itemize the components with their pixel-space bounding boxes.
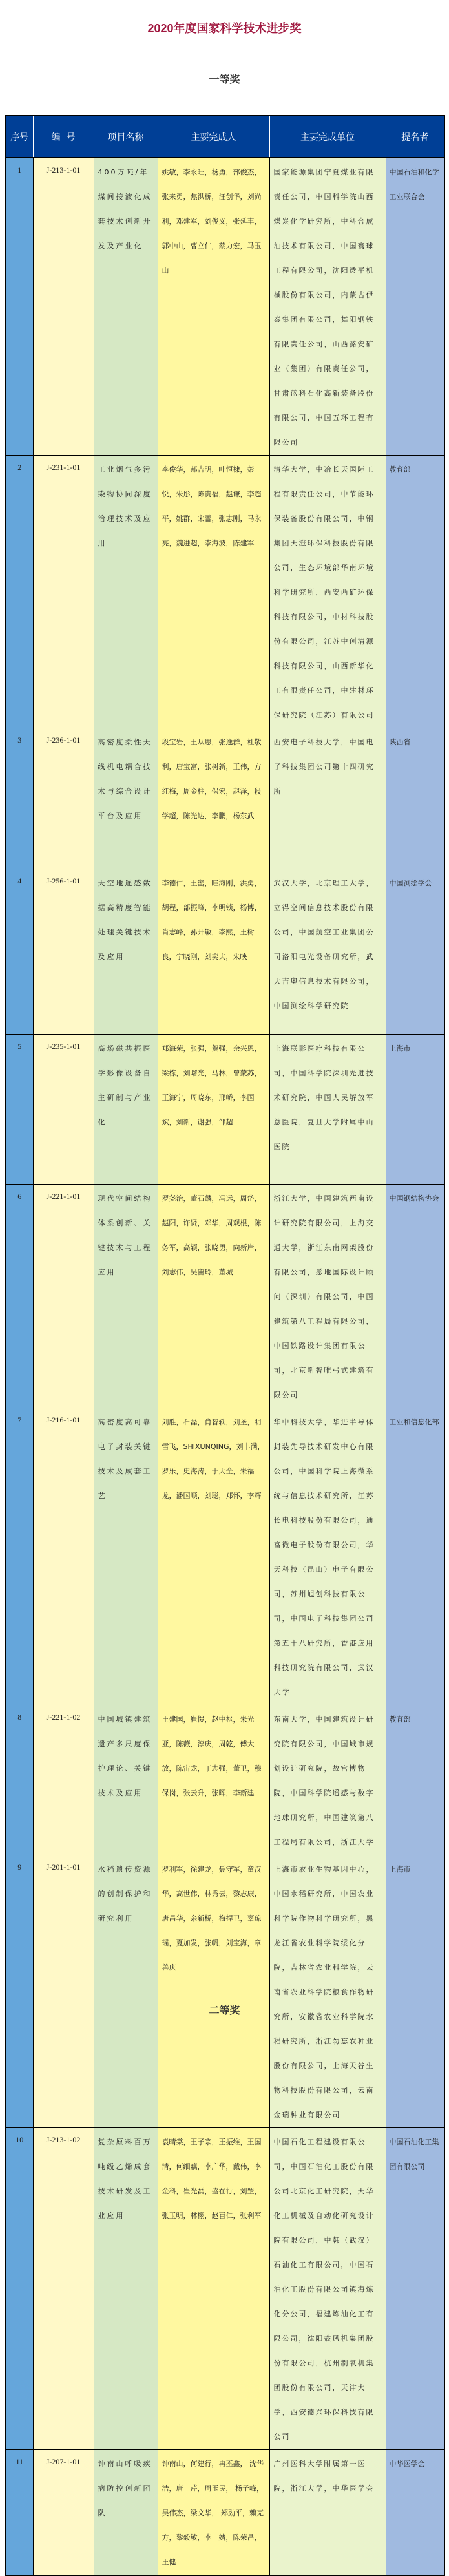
cell-project-name: 中国城镇建筑遗产多尺度保护理论、关键技术及应用 (94, 1705, 158, 1855)
table-row (6, 1035, 444, 1185)
header-code: 编 号 (33, 116, 94, 158)
header-project: 项目名称 (94, 116, 158, 158)
cell-main-units: 广州医科大学附属第一医院，浙江大学，中华医学会 (269, 2450, 386, 2576)
cell-seq: 11 (6, 2450, 33, 2576)
cell-main-units: 中国石化工程建设有限公司，中国石油化工股份有限公司北京化工研究院，天华化工机械及自动化研究设计院有限公司，中韩（武汉）石油化工有限公司，中国石油化工股份有限公司镇海炼化分公司，福建炼油化工有限公司，沈阳鼓风机集团股份有限公司，杭州制氧机集团股份有限公司，天津大学，西安德兴环保科技有限公司 (269, 2128, 386, 2450)
cell-main-units: 浙江大学，中国建筑西南设计研究院有限公司，上海交通大学，浙江东南网架股份有限公司，悉地国际设计顾问（深圳）有限公司，中国建筑第八工程局有限公司，中国铁路设计集团有限公司，北京新智唯弓式建筑有限公司 (269, 1185, 386, 1408)
cell-project-name: 天空地遥感数据高精度智能处理关键技术及应用 (94, 869, 158, 1035)
cell-seq: 4 (6, 869, 33, 1035)
cell-seq: 8 (6, 1705, 33, 1855)
header-people: 主要完成人 (158, 116, 269, 158)
table-header-row (6, 116, 444, 158)
cell-main-units: 上海联影医疗科技有限公司，中国科学院深圳先进技术研究院，中国人民解放军总医院，复旦大学附属中山医院 (269, 1035, 386, 1185)
cell-nominator: 中国测绘学会 (386, 869, 444, 1035)
cell-main-contributors: 段宝岩，王从思，张逸群，杜敬利，唐宝富，张树新，王伟，方红梅，周金柱，保宏，赵泽，段学超，陈光达，李鹏，杨东武 (158, 728, 269, 869)
table-row (6, 1185, 444, 1408)
cell-seq: 9 (6, 1855, 33, 2128)
cell-seq: 10 (6, 2128, 33, 2450)
cell-code: J-216-1-01 (33, 1408, 94, 1705)
cell-seq: 5 (6, 1035, 33, 1185)
cell-seq: 2 (6, 456, 33, 728)
table-row (6, 869, 444, 1035)
cell-project-name: 钟南山呼吸疾病防控创新团队 (94, 2450, 158, 2576)
cell-nominator: 上海市 (386, 1855, 444, 2128)
cell-main-contributors: 罗利军，徐建龙，聂守军，童汉华，高世伟，林秀云，黎志康，唐昌华，余新桥，梅捍卫，辜琼瑶，夏加发，张帆，刘宝海，章善庆 (158, 1855, 269, 2128)
cell-nominator: 中国钢结构协会 (386, 1185, 444, 1408)
cell-code: J-231-1-01 (33, 456, 94, 728)
cell-seq: 7 (6, 1408, 33, 1705)
cell-nominator: 教育部 (386, 456, 444, 728)
header-units: 主要完成单位 (269, 116, 386, 158)
section-heading-first-prize: 一等奖 (209, 73, 240, 85)
cell-main-contributors: 郑海荣，张强，贺强，余兴恩，梁栋，刘曙光，马林，曾蒙苏，王海宁，周晓东，邢峤，李国斌，刘新，谢强，邹超 (158, 1035, 269, 1185)
table-row (6, 728, 444, 869)
award-table (5, 115, 445, 2576)
cell-project-name: 高密度柔性天线机电耦合技术与综合设计平台及应用 (94, 728, 158, 869)
cell-project-name: 400万吨/年煤间接液化成套技术创新开发及产业化 (94, 158, 158, 456)
table-row (6, 1855, 444, 2128)
table-row (6, 158, 444, 456)
cell-nominator: 工业和信息化部 (386, 1408, 444, 1705)
cell-code: J-213-1-02 (33, 2128, 94, 2450)
cell-main-units: 武汉大学，北京理工大学，立得空间信息技术股份有限公司，中国航空工业集团公司洛阳电光设备研究所，武大吉奥信息技术有限公司，中国测绘科学研究院 (269, 869, 386, 1035)
cell-main-contributors: 李德仁，王密，眭海刚，洪勇，胡程，部振峰，李明锁，杨博，肖志峰，孙开敏，李熙，王树良，宁晓刚，刘奕夫，朱映 (158, 869, 269, 1035)
table-row (6, 2450, 444, 2576)
cell-project-name: 复杂原料百万吨级乙烯成套技术研发及工业应用 (94, 2128, 158, 2450)
cell-code: J-236-1-01 (33, 728, 94, 869)
cell-code: J-221-1-02 (33, 1705, 94, 1855)
cell-main-contributors: 李俊华，郝吉明，叶恒棣，彭悦，朱彤，陈贵福，赵谦，李超平，姚群，宋蕾，张志刚，马永亮，魏进超，李海波，陈建军 (158, 456, 269, 728)
cell-main-units: 国家能源集团宁夏煤业有限责任公司，中国科学院山西煤炭化学研究所，中科合成油技术有限公司，中国寰球工程有限公司，沈阳透平机械股份有限公司，内蒙古伊泰集团有限公司，舞阳钢铁有限责任公司，山西潞安矿业（集团）有限责任公司，甘肃蓝科石化高新装备股份有限公司，中国五环工程有限公司 (269, 158, 386, 456)
cell-main-contributors: 王建国，崔愷，赵中枢，朱光亚，陈薇，淳庆，周乾，傅大放，陈宙龙，丁志强，董卫，穆保岗，张云升，张晖，李新建 (158, 1705, 269, 1855)
cell-main-units: 东南大学，中国建筑设计研究院有限公司，中国城市规划设计研究院，故宫博物院，中国科学院遥感与数字地球研究所，中国建筑第八工程局有限公司，浙江大学 (269, 1705, 386, 1855)
cell-nominator: 中国石油和化学工业联合会 (386, 158, 444, 456)
table-row (6, 456, 444, 728)
cell-code: J-221-1-01 (33, 1185, 94, 1408)
cell-seq: 6 (6, 1185, 33, 1408)
cell-code: J-207-1-01 (33, 2450, 94, 2576)
cell-main-contributors: 刘胜，石磊，肖智轶，刘圣，明雪飞，SHIXUNQING，刘丰满，罗乐，史海涛，于大全，朱福龙，潘国顺，刘聪，郑怀，李辉 (158, 1408, 269, 1705)
cell-project-name: 工业烟气多污染物协同深度治理技术及应用 (94, 456, 158, 728)
table-row (6, 2128, 444, 2450)
cell-project-name: 高场磁共振医学影像设备自主研制与产业化 (94, 1035, 158, 1185)
cell-code: J-235-1-01 (33, 1035, 94, 1185)
cell-code: J-201-1-01 (33, 1855, 94, 2128)
cell-project-name: 高密度高可靠电子封装关键技术及成套工艺 (94, 1408, 158, 1705)
table-row (6, 1705, 444, 1855)
cell-nominator: 上海市 (386, 1035, 444, 1185)
cell-seq: 1 (6, 158, 33, 456)
cell-main-contributors: 罗尧治，董石麟，冯远，周岱，赵阳，许贤，邓华，周观根，陈务军，高颖，张晓勇，向新岸，刘志伟，吴宙玲，董城 (158, 1185, 269, 1408)
cell-nominator: 教育部 (386, 1705, 444, 1855)
cell-project-name: 水稻遗传资源的创制保护和研究利用 (94, 1855, 158, 2128)
cell-main-contributors: 钟南山，何建行，冉丕鑫， 沈华浩，唐 芹，周玉民， 杨子峰，吴伟杰，梁文华， 郑劲平，赖克方，黎毅敏，李 婧，陈荣昌，王健 (158, 2450, 269, 2576)
cell-main-contributors: 袁晴棠，王子宗，王振维，王国清，何细藕，李广华，戴伟，李金科，崔光磊，盛在行，刘罡，张玉明，林栩，赵百仁，张利军 (158, 2128, 269, 2450)
cell-main-units: 上海市农业生物基因中心，中国水稻研究所，中国农业科学院作物科学研究所，黑龙江省农业科学院绥化分院，吉林省农业科学院，云南省农业科学院粮食作物研究所，安徽省农业科学院水稻研究所，浙江勿忘农种业股份有限公司，上海天谷生物科技股份有限公司，云南金瑞种业有限公司 (269, 1855, 386, 2128)
cell-main-contributors: 姚敏，李永旺，杨勇，部俊杰，张来勇，焦洪桥，汪创华，刘尚利，邓建军，刘俊义，张延丰，郭中山，曹立仁，蔡力宏，马玉山 (158, 158, 269, 456)
header-seq: 序号 (6, 116, 33, 158)
cell-nominator: 中国石油化工集团有限公司 (386, 2128, 444, 2450)
table-row (6, 1408, 444, 1705)
cell-seq: 3 (6, 728, 33, 869)
cell-main-units: 清华大学，中冶长天国际工程有限责任公司，中节能环保装备股份有限公司，中钢集团天澄环保科技股份有限公司，生态环境部华南环境科学研究所，西安西矿环保科技有限公司，中材科技股份有限公司，江苏中创清源科技有限公司，山西新华化工有限责任公司，中建材环保研究院（江苏）有限公司 (269, 456, 386, 728)
cell-project-name: 现代空间结构体系创新、关键技术与工程应用 (94, 1185, 158, 1408)
page-title: 2020年度国家科学技术进步奖 (147, 22, 302, 35)
cell-main-units: 华中科技大学，华进半导体封装先导技术研发中心有限公司，中国科学院上海微系统与信息技术研究所，江苏长电科技股份有限公司，通富微电子股份有限公司，华天科技（昆山）电子有限公司，苏州旭创科技有限公司，中国电子科技集团公司第五十八研究所，香港应用科技研究院有限公司，武汉大学 (269, 1408, 386, 1705)
cell-code: J-213-1-01 (33, 158, 94, 456)
cell-code: J-256-1-01 (33, 869, 94, 1035)
section-heading-second-prize: 二等奖 (209, 2004, 240, 2016)
cell-nominator: 陕西省 (386, 728, 444, 869)
cell-nominator: 中华医学会 (386, 2450, 444, 2576)
header-nominator: 提名者 (386, 116, 444, 158)
cell-main-units: 西安电子科技大学，中国电子科技集团公司第十四研究所 (269, 728, 386, 869)
